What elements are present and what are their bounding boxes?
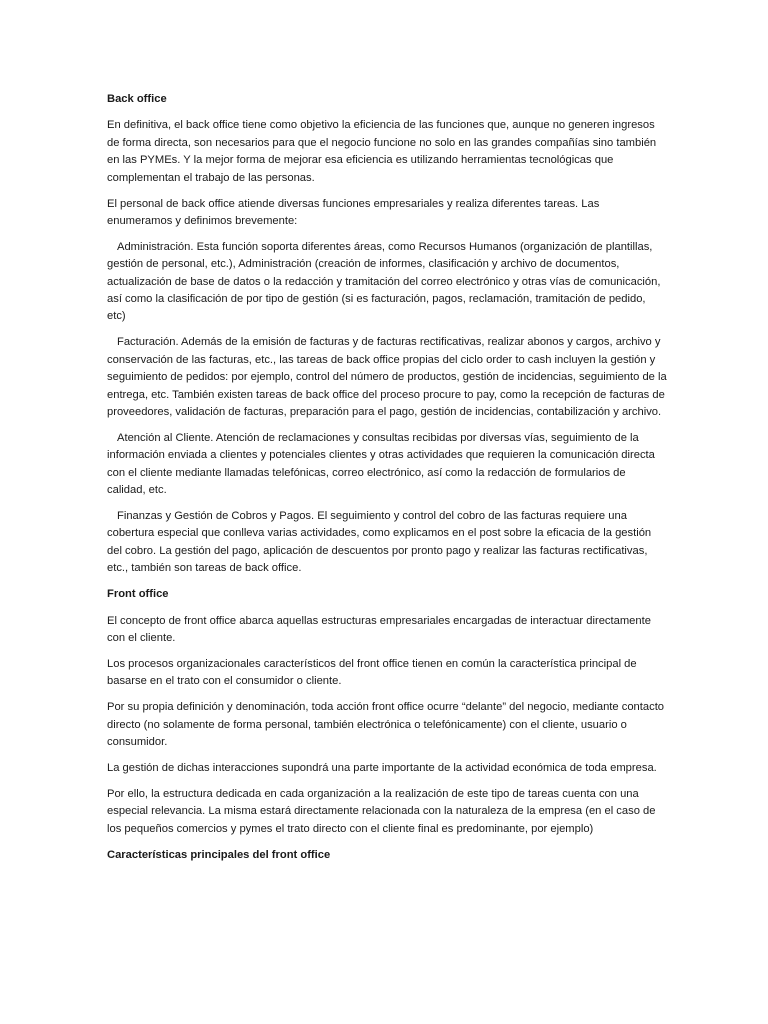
document-page bbox=[107, 91, 667, 873]
paragraph-atencion-cliente: Atención al Cliente. Atención de reclamaciones y consultas recibidas por diversas vías, seguimiento de la información enviada a clientes y potenciales clientes y otras actividades que requieren la comunicación directa con el cliente mediante llamadas telefónicas, correo electrónico, así como la redacción de formularios de calidad, etc. bbox=[107, 431, 655, 497]
heading-caracteristicas: Características principales del front office bbox=[107, 848, 331, 861]
heading-back-office: Back office bbox=[107, 93, 167, 105]
paragraph-front-office-concept: El concepto de front office abarca aquellas estructuras empresariales encargadas de interactuar directamente con el cliente. bbox=[107, 614, 651, 644]
paragraph-front-office-management: La gestión de dichas interacciones supondrá una parte importante de la actividad económica de toda empresa. bbox=[107, 761, 657, 774]
paragraph-finanzas: Finanzas y Gestión de Cobros y Pagos. El seguimiento y control del cobro de las facturas requiere una cobertura especial que conlleva varias actividades, como explicamos en el post sobre la eficacia de la gestión del cobro. La gestión del pago, aplicación de descuentos por pronto pago y realizar las facturas rectificativas, etc., también son tareas de back office. bbox=[107, 510, 652, 575]
paragraph-administracion: Administración. Esta función soporta diferentes áreas, como Recursos Humanos (organización de plantillas, gestión de personal, etc.), Administración (creación de informes, clasificación y archivo de documentos, actualización de base de datos o la redacción y tramitación del correo electrónico y otras vías de comunicación, así como la clasificación de por tipo de gestión (si es facturación, pagos, reclamación, tramitación de pedido, etc) bbox=[107, 240, 661, 323]
paragraph-back-office-intro: En definitiva, el back office tiene como objetivo la eficiencia de las funciones que, aunque no generen ingresos de forma directa, son necesarios para que el negocio funcione no solo en las grandes compañías sino también en las PYMEs. Y la mejor forma de mejorar esa eficiencia es utilizando herramientas tecnológicas que complementan el trabajo de las personas. bbox=[107, 119, 657, 184]
paragraph-facturacion: Facturación. Además de la emisión de facturas y de facturas rectificativas, realizar abonos y cargos, archivo y conservación de las facturas, etc., las tareas de back office propias del ciclo order to cash incluyen la gestión y seguimiento de pedidos: por ejemplo, control del número de productos, gestión de incidencias, seguimiento de la entrega, etc. También existen tareas de back office del proceso procure to pay, como la recepción de facturas de proveedores, validación de facturas, preparación para el pago, gestión de incidencias, contabilización y archivo. bbox=[107, 336, 667, 418]
heading-front-office: Front office bbox=[107, 588, 169, 601]
paragraph-front-office-structure: Por ello, la estructura dedicada en cada organización a la realización de este tipo de tareas cuenta con una especial relevancia. La misma estará directamente relacionada con la naturaleza de la empresa (en el caso de los pequeños comercios y pymes el trato directo con el cliente final es predominante, por ejemplo) bbox=[107, 787, 656, 835]
paragraph-front-office-definition: Por su propia definición y denominación, toda acción front office ocurre “delante” del negocio, mediante contacto directo (no solamente de forma personal, también electrónica o telefónicamente) con el cliente, usuario o consumidor. bbox=[107, 701, 665, 748]
paragraph-back-office-functions: El personal de back office atiende diversas funciones empresariales y realiza diferentes tareas. Las enumeramos y definimos brevemente: bbox=[107, 197, 600, 227]
paragraph-front-office-processes: Los procesos organizacionales característicos del front office tienen en común la característica principal de basarse en el trato con el consumidor o cliente. bbox=[107, 657, 637, 688]
